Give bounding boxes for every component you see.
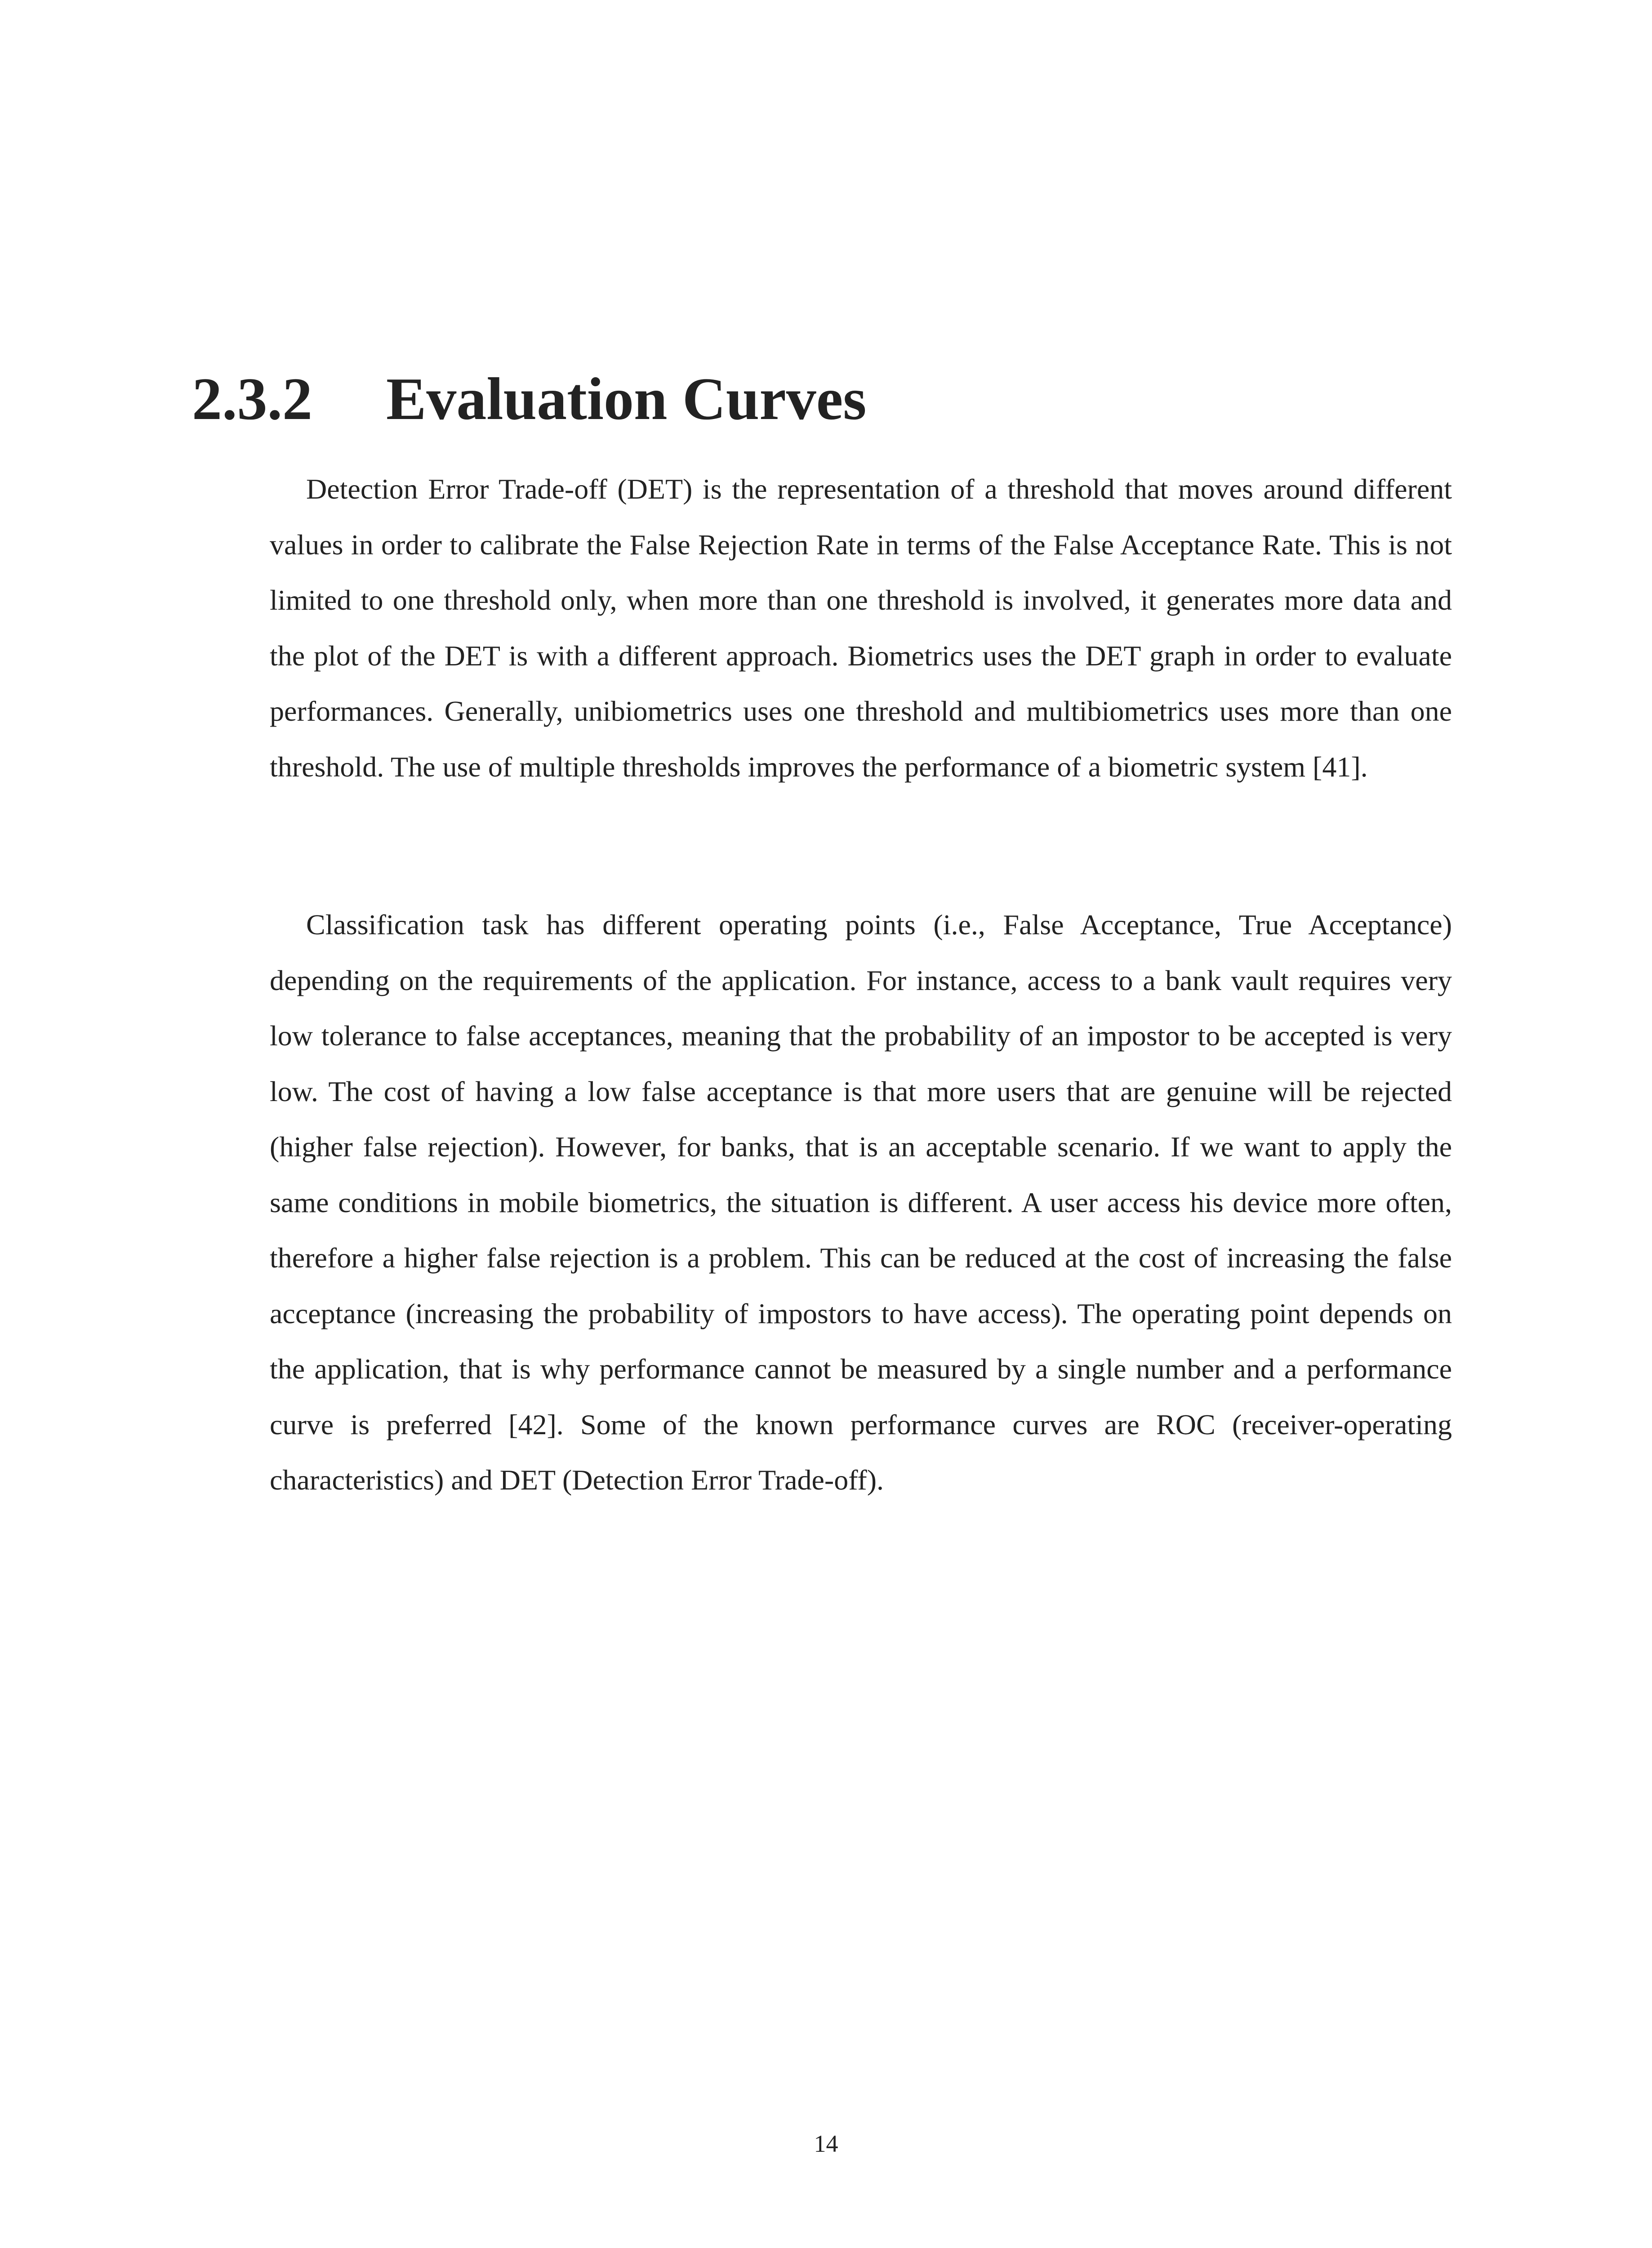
section-title: Evaluation Curves	[386, 366, 867, 432]
section-heading	[192, 366, 867, 432]
body-paragraph: Classification task has different operating points (i.e., False Acceptance, True Acceptance) depending on the requirements of the application. For instance, access to a bank vault requires very low tolerance to false acceptances, meaning that the probability of an impostor to be accepted is very low. The cost of having a low false acceptance is that more users that are genuine will be rejected (higher false rejection). However, for banks, that is an acceptable scenario. If we want to apply the same conditions in mobile biometrics, the situation is different. A user access his device more often, therefore a higher false rejection is a problem. This can be reduced at the cost of increasing the false acceptance (increasing the probability of impostors to have access). The operating point depends on the application, that is why performance cannot be measured by a single number and a performance curve is preferred [42]. Some of the known performance curves are ROC (receiver-operating characteristics) and DET (Detection Error Trade-off).	[270, 909, 1452, 1496]
page-number: 14	[814, 2130, 838, 2157]
body-paragraph: Detection Error Trade-off (DET) is the representation of a threshold that moves around different values in order to calibrate the False Rejection Rate in terms of the False Acceptance Rate. This is not limited to one threshold only, when more than one threshold is involved, it generates more data and the plot of the DET is with a different approach. Biometrics uses the DET graph in order to evaluate performances. Generally, unibiometrics uses one threshold and multibiometrics uses more than one threshold. The use of multiple thresholds improves the performance of a biometric system [41].	[270, 473, 1452, 783]
section-number: 2.3.2	[192, 366, 312, 432]
